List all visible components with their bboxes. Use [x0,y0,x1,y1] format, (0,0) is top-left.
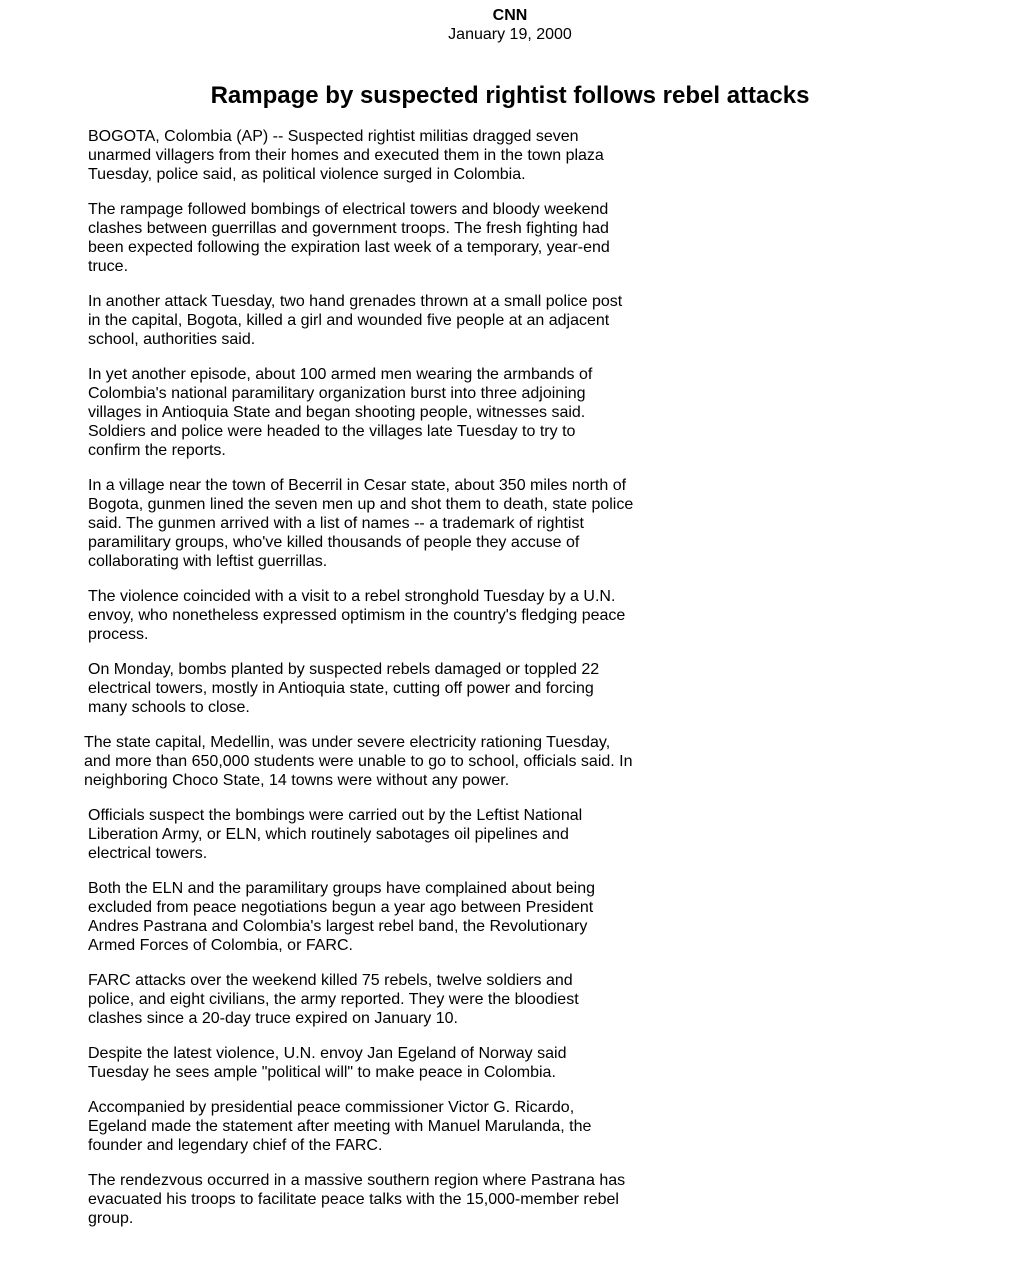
article-paragraph: FARC attacks over the weekend killed 75 rebels, twelve soldiers and police, and eight civilians, the army reported. They were the bloodiest clashes since a 20-day truce expired on January 10. [88,972,579,1027]
article-paragraph: The violence coincided with a visit to a rebel stronghold Tuesday by a U.N. envoy, who nonetheless expressed optimism in the country's fledging peace process. [88,588,626,643]
article-paragraph: On Monday, bombs planted by suspected rebels damaged or toppled 22 electrical towers, mostly in Antioquia state, cutting off power and forcing many schools to close. [88,661,600,716]
article-headline: Rampage by suspected rightist follows rebel attacks [210,82,810,109]
article-paragraph: The rampage followed bombings of electrical towers and bloody weekend clashes between guerrillas and government troops. The fresh fighting had been expected following the expiration last week of a temporary, year-end truce. [88,201,610,275]
article-paragraph: Both the ELN and the paramilitary groups have complained about being excluded from peace negotiations begun a year ago between President Andres Pastrana and Colombia's largest rebel band, the Revolutionary Armed Forces of Colombia, or FARC. [88,880,595,954]
article-paragraph: Despite the latest violence, U.N. envoy Jan Egeland of Norway said Tuesday he sees ample "political will" to make peace in Colombia. [88,1045,567,1081]
article-paragraph: Accompanied by presidential peace commissioner Victor G. Ricardo, Egeland made the statement after meeting with Manuel Marulanda, the founder and legendary chief of the FARC. [88,1099,592,1154]
masthead [0,6,1020,44]
article-paragraph: The state capital, Medellin, was under severe electricity rationing Tuesday, and more than 650,000 students were unable to go to school, officials said. In neighboring Choco State, 14 towns were without any power. [84,734,633,789]
article-paragraph: In yet another episode, about 100 armed men wearing the armbands of Colombia's national paramilitary organization burst into three adjoining villages in Antioquia State and began shooting people, witnesses said. Soldiers and police were headed to the villages late Tuesday to try to confirm the reports. [88,366,593,459]
article-paragraph: Officials suspect the bombings were carried out by the Leftist National Liberation Army, or ELN, which routinely sabotages oil pipelines and electrical towers. [88,807,583,862]
news-source: CNN [492,7,528,24]
article-paragraph: The rendezvous occurred in a massive southern region where Pastrana has evacuated his troops to facilitate peace talks with the 15,000-member rebel group. [88,1172,626,1227]
publication-date: January 19, 2000 [448,26,572,43]
article-paragraph: In a village near the town of Becerril in Cesar state, about 350 miles north of Bogota, gunmen lined the seven men up and shot them to death, state police said. The gunmen arrived with a list of names -- a trademark of rightist paramilitary groups, who've killed thousands of people they accuse of collaborating with leftist guerrillas. [88,477,634,570]
article-paragraph: BOGOTA, Colombia (AP) -- Suspected rightist militias dragged seven unarmed villagers from their homes and executed them in the town plaza Tuesday, police said, as political violence surged in Colombia. [88,128,604,183]
article-body [84,127,644,1244]
article-paragraph: In another attack Tuesday, two hand grenades thrown at a small police post in the capital, Bogota, killed a girl and wounded five people at an adjacent school, authorities said. [88,293,623,348]
